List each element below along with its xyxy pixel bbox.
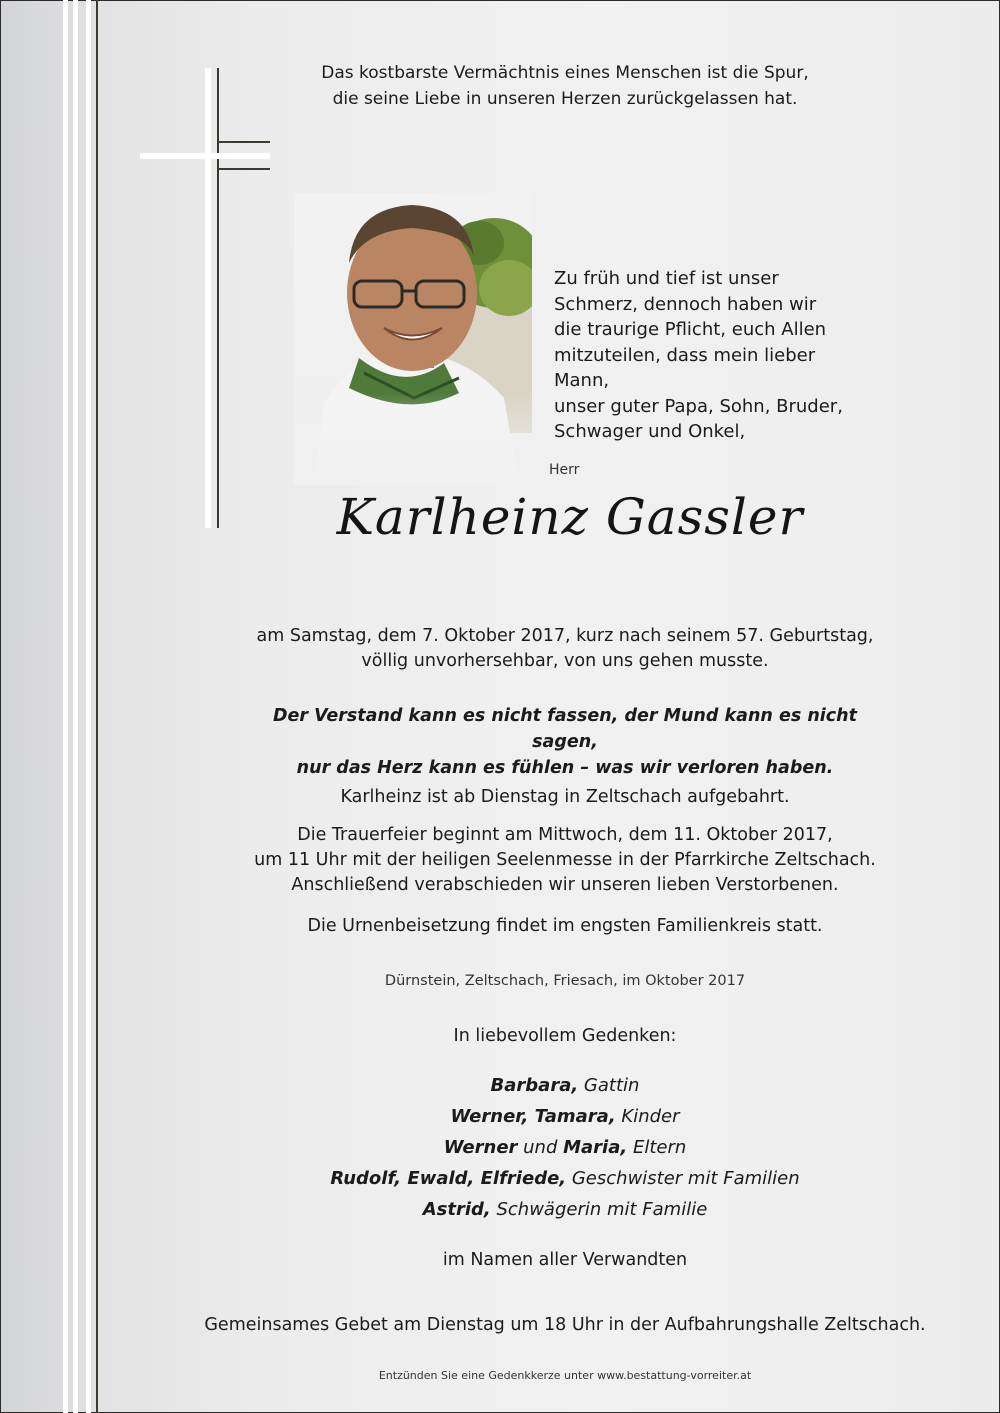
family-list [250, 1070, 880, 1225]
family-name-a: Werner [443, 1137, 518, 1158]
border-stripe [96, 0, 98, 1413]
family-joiner: und [523, 1137, 558, 1158]
funeral-line: Anschließend verabschieden wir unseren lieben Verstorbenen. [291, 875, 839, 895]
border-stripe [73, 0, 78, 1413]
family-relation: Schwägerin mit Familie [496, 1199, 708, 1220]
funeral-notice [250, 823, 880, 898]
family-relation: Geschwister mit Familien [571, 1168, 800, 1189]
urn-notice: Die Urnenbeisetzung findet im engsten Familienkreis statt. [307, 916, 823, 936]
death-notice-line: völlig unvorhersehbar, von uns gehen musste. [361, 651, 769, 671]
announcement-line: unser guter Papa, Sohn, Bruder, [554, 395, 843, 417]
family-names: Werner, Tamara, [450, 1106, 616, 1127]
family-row [250, 1101, 880, 1132]
border-stripe [86, 0, 91, 1413]
portrait-illustration [294, 193, 532, 485]
family-row [250, 1163, 880, 1194]
quote [250, 703, 880, 781]
quote-line: Der Verstand kann es nicht fassen, der Mund kann es nicht sagen, [272, 706, 858, 752]
family-names: Astrid, [422, 1199, 491, 1220]
announcement-line: Zu früh und tief ist unser [554, 268, 779, 289]
announcement-line: Schmerz, dennoch haben wir [554, 293, 817, 315]
funeral-line: um 11 Uhr mit der heiligen Seelenmesse in der Pfarrkirche Zeltschach. [254, 850, 876, 870]
laid-out-notice: Karlheinz ist ab Dienstag in Zeltschach aufgebahrt. [340, 787, 790, 807]
quote-line: nur das Herz kann es fühlen – was wir verloren haben. [296, 758, 834, 778]
family-name-b: Maria, [563, 1137, 628, 1158]
prayer-notice: Gemeinsames Gebet am Dienstag um 18 Uhr in der Aufbahrungshalle Zeltschach. [204, 1315, 926, 1335]
motto-line: Das kostbarste Vermächtnis eines Menschen ist die Spur, [321, 63, 809, 83]
announcement-line: mitzuteilen, dass mein lieber Mann, [554, 344, 816, 391]
announcement-text [554, 266, 874, 445]
place-date: Dürnstein, Zeltschach, Friesach, im Oktober 2017 [384, 973, 746, 989]
death-notice-line: am Samstag, dem 7. Oktober 2017, kurz nach seinem 57. Geburtstag, [256, 626, 874, 646]
on-behalf-line: im Namen aller Verwandten [442, 1250, 688, 1270]
family-names: Barbara, [490, 1075, 579, 1096]
announcement-line: die traurige Pflicht, euch Allen [554, 319, 827, 340]
family-relation: Kinder [621, 1106, 680, 1127]
family-row [250, 1132, 880, 1163]
border-stripe [63, 0, 68, 1413]
in-memory-heading: In liebevollem Gedenken: [453, 1026, 677, 1046]
announcement-line: Schwager und Onkel, [554, 421, 746, 442]
motto [250, 60, 880, 112]
family-names: Rudolf, Ewald, Elfriede, [330, 1168, 567, 1189]
motto-line: die seine Liebe in unseren Herzen zurückgelassen hat. [332, 89, 798, 109]
deceased-name: Karlheinz Gassler [336, 488, 804, 546]
death-notice [250, 624, 880, 674]
family-relation: Eltern [632, 1137, 687, 1158]
family-relation: Gattin [583, 1075, 640, 1096]
family-row [250, 1070, 880, 1101]
honorific: Herr [549, 462, 580, 478]
footer-note: Entzünden Sie eine Gedenkkerze unter www.bestattung-vorreiter.at [378, 1369, 752, 1382]
family-row [250, 1194, 880, 1225]
portrait-photo [294, 193, 532, 485]
funeral-line: Die Trauerfeier beginnt am Mittwoch, dem 11. Oktober 2017, [297, 825, 833, 845]
